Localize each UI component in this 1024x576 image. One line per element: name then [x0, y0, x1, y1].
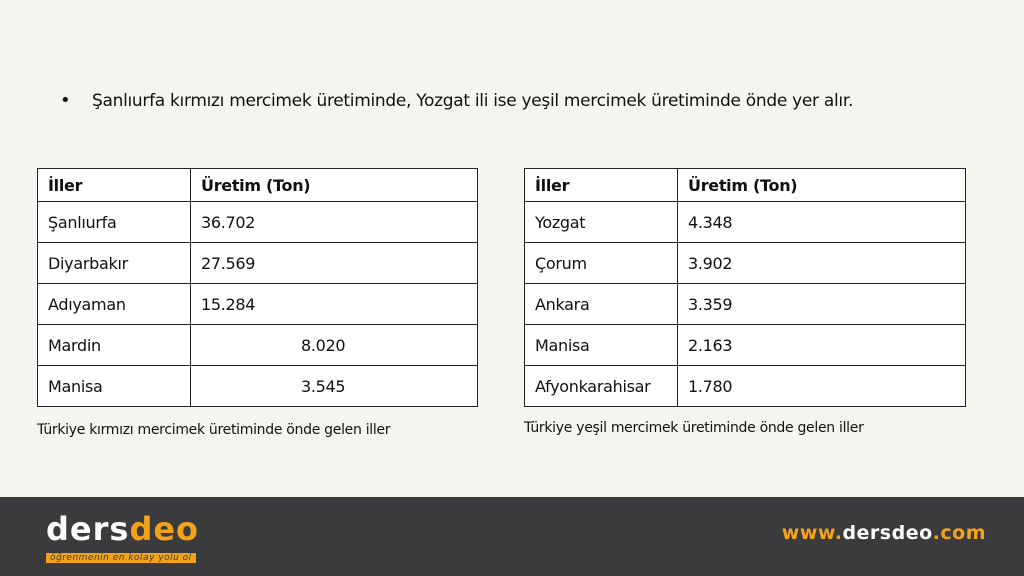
bullet-dot: •: [60, 90, 71, 111]
logo-tagline: öğrenmenin en kolay yolu ol: [46, 553, 196, 563]
table-row: [525, 366, 966, 407]
province-cell: Ankara: [525, 284, 678, 325]
header-production: Üretim (Ton): [678, 169, 966, 202]
logo-ders-text: ders: [46, 510, 130, 548]
production-cell: 27.569: [191, 243, 478, 284]
bullet-text: Şanlıurfa kırmızı mercimek üretiminde, Yozgat ili ise yeşil mercimek üretiminde önde yer alır.: [92, 90, 854, 111]
province-cell: Yozgat: [525, 202, 678, 243]
table-header-row: [525, 169, 966, 202]
production-cell: 2.163: [678, 325, 966, 366]
province-cell: Afyonkarahisar: [525, 366, 678, 407]
table-row: [38, 366, 478, 407]
logo-deo-text: deo: [129, 510, 200, 548]
table-row: [38, 284, 478, 325]
table-header-row: [38, 169, 478, 202]
green-lentil-table: [524, 168, 966, 407]
province-cell: Mardin: [38, 325, 191, 366]
header-production: Üretim (Ton): [191, 169, 478, 202]
red-lentil-caption: Türkiye kırmızı mercimek üretiminde önde gelen iller: [37, 422, 391, 438]
province-cell: Adıyaman: [38, 284, 191, 325]
production-cell: 36.702: [191, 202, 478, 243]
province-cell: Manisa: [525, 325, 678, 366]
production-cell: 3.902: [678, 243, 966, 284]
production-cell: 15.284: [191, 284, 478, 325]
production-cell: 4.348: [678, 202, 966, 243]
province-cell: Manisa: [38, 366, 191, 407]
table-row: [525, 325, 966, 366]
table-row: [525, 202, 966, 243]
table-row: [38, 325, 478, 366]
table-row: [38, 202, 478, 243]
header-provinces: İller: [525, 169, 678, 202]
header-provinces: İller: [38, 169, 191, 202]
table-row: [525, 243, 966, 284]
url-tld: .com: [932, 522, 986, 544]
province-cell: Diyarbakır: [38, 243, 191, 284]
red-lentil-table: [37, 168, 478, 407]
province-cell: Çorum: [525, 243, 678, 284]
production-cell: 1.780: [678, 366, 966, 407]
province-cell: Şanlıurfa: [38, 202, 191, 243]
table-row: [38, 243, 478, 284]
production-cell: 3.359: [678, 284, 966, 325]
url-domain: dersdeo: [842, 522, 933, 544]
bullet-point: [60, 90, 853, 111]
url-www: www.: [781, 522, 843, 544]
table-row: [525, 284, 966, 325]
website-url: [782, 522, 986, 544]
green-lentil-caption: Türkiye yeşil mercimek üretiminde önde gelen iller: [524, 420, 864, 436]
production-cell: 3.545: [191, 366, 478, 407]
production-cell: 8.020: [191, 325, 478, 366]
dersdeo-logo: [46, 510, 200, 564]
